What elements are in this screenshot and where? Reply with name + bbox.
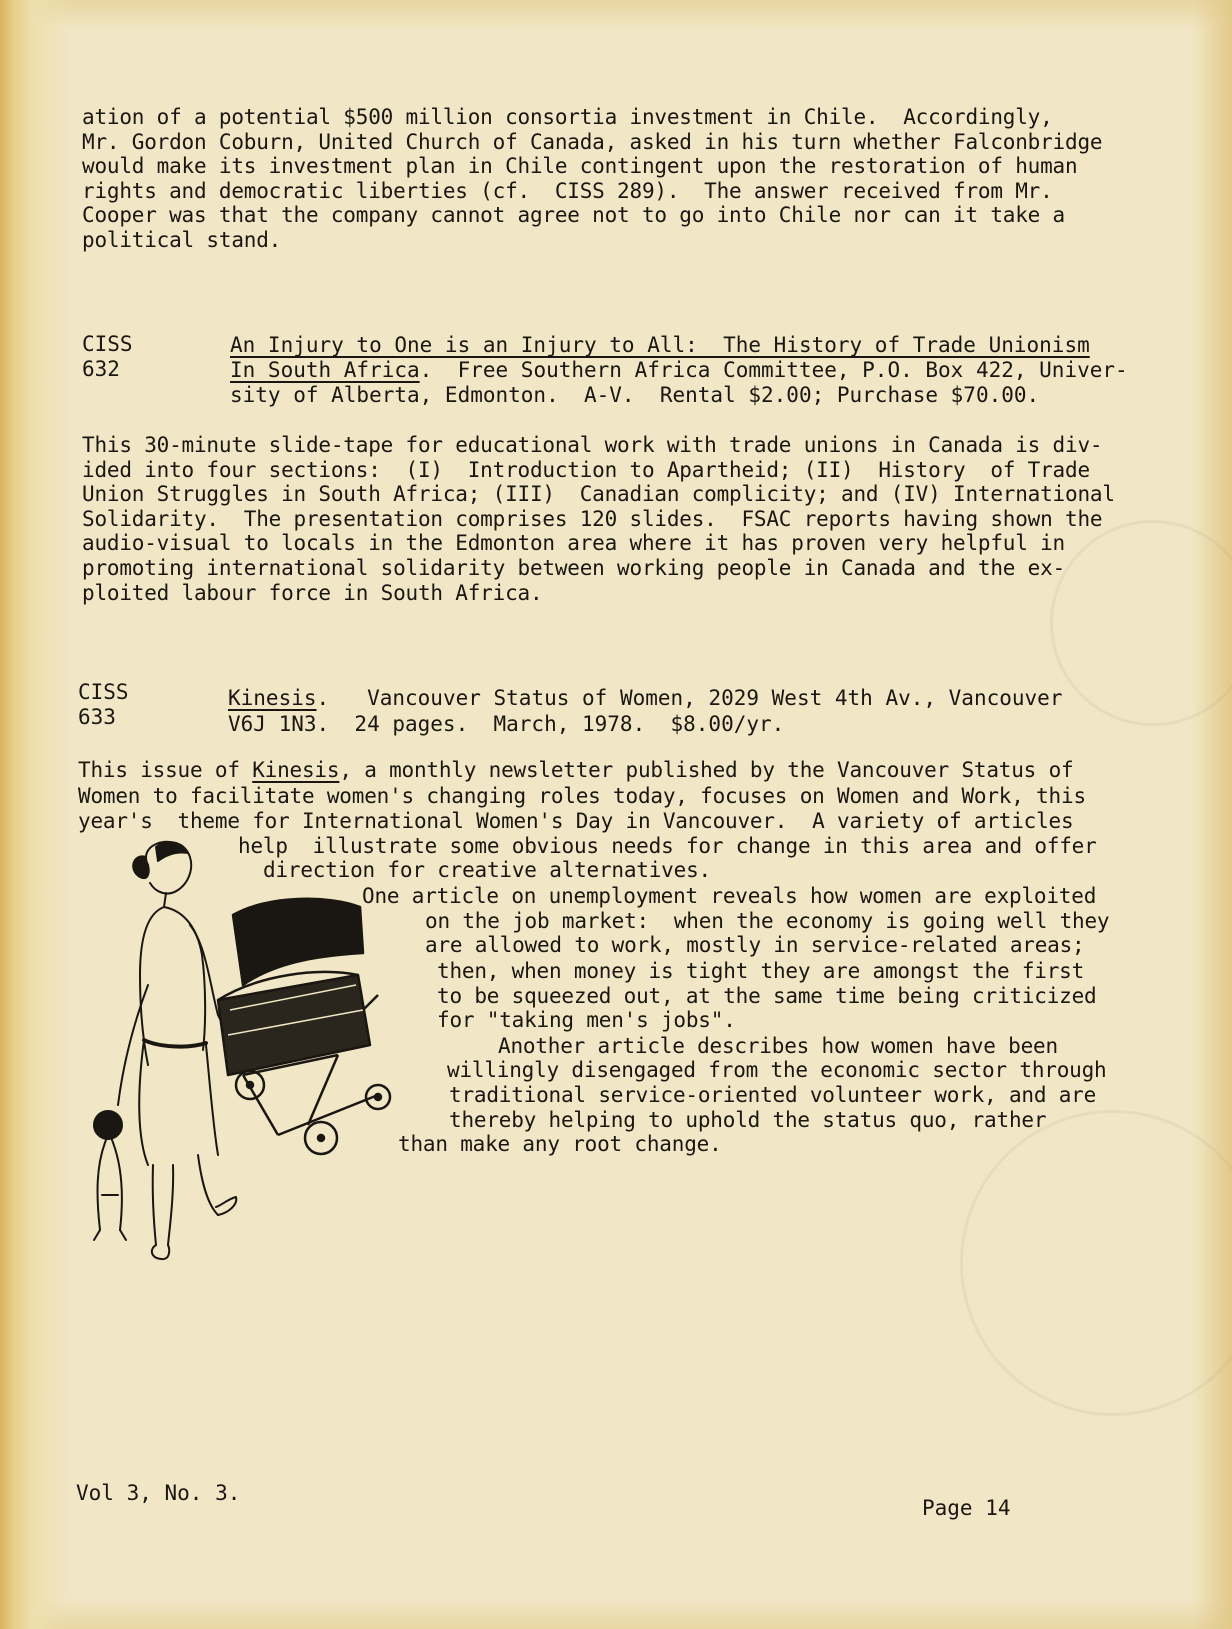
- text-line: than make any root change.: [398, 1132, 722, 1156]
- text-line: political stand.: [82, 227, 282, 252]
- publication-title: Kinesis: [252, 758, 340, 782]
- text-line: thereby helping to uphold the status quo, rather: [449, 1108, 1047, 1132]
- ciss-number: 633: [78, 705, 116, 729]
- text-line: ation of a potential $500 million consortia investment in Chile. Accordingly,: [82, 105, 1053, 129]
- text-line: direction for creative alternatives.: [263, 858, 711, 882]
- text-run: , a monthly newsletter published by the Vancouver Status of: [339, 758, 1074, 782]
- text-line: rights and democratic liberties (cf. CISS 289). The answer received from Mr.: [82, 178, 1053, 203]
- text-line: Union Struggles in South Africa; (III) Canadian complicity; and (IV) International: [82, 482, 1115, 507]
- entry-publisher: . Free Southern Africa Committee, P.O. Box 422, Univer-: [419, 358, 1128, 382]
- bleed-through-mark: [960, 1110, 1232, 1416]
- ciss-number: 632: [82, 357, 120, 381]
- intro-paragraph: [82, 105, 1122, 253]
- text-line: help illustrate some obvious needs for change in this area and offer: [238, 834, 1097, 858]
- text-line: Another article describes how women have been: [498, 1034, 1058, 1058]
- text-line: promoting international solidarity between working people in Canada and the ex-: [82, 555, 1066, 580]
- entry-citation-line: V6J 1N3. 24 pages. March, 1978. $8.00/yr.: [228, 712, 785, 736]
- entry-title-end: In South Africa: [230, 358, 420, 382]
- text-line: Cooper was that the company cannot agree not to go into Chile nor can it take a: [82, 203, 1066, 228]
- text-line: One article on unemployment reveals how women are exploited: [362, 884, 1097, 908]
- entry-632-description: [82, 433, 1122, 605]
- text-line: This 30-minute slide-tape for educational work with trade unions in Canada is div-: [82, 433, 1103, 457]
- text-line: Women to facilitate women's changing roles today, focuses on Women and Work, this: [78, 784, 1086, 808]
- text-line: ided into four sections: (I) Introduction to Apartheid; (II) History of Trade: [82, 457, 1090, 482]
- page-number: Page 14: [922, 1496, 1011, 1520]
- text-run: This issue of: [78, 758, 253, 782]
- text-line: are allowed to work, mostly in service-related areas;: [425, 933, 1085, 957]
- entry-citation-line: sity of Alberta, Edmonton. A-V. Rental $2.00; Purchase $70.00.: [230, 383, 1040, 407]
- text-line: willingly disengaged from the economic sector through: [447, 1058, 1107, 1082]
- ciss-label: CISS: [78, 680, 129, 704]
- volume-number: Vol 3, No. 3.: [76, 1481, 241, 1505]
- text-line: then, when money is tight they are amongst the first: [437, 959, 1085, 983]
- text-line: Solidarity. The presentation comprises 120 slides. FSAC reports having shown the: [82, 506, 1103, 531]
- woman-with-pram-illustration: [78, 835, 408, 1300]
- entry-publisher: . Vancouver Status of Women, 2029 West 4th Av., Vancouver: [316, 686, 1063, 710]
- entry-citation-line: [228, 686, 1062, 711]
- entry-citation-line: [230, 358, 1128, 383]
- ciss-label: CISS: [82, 332, 133, 356]
- text-line: on the job market: when the economy is going well they: [425, 909, 1110, 933]
- text-line: [78, 758, 1073, 783]
- text-line: traditional service-oriented volunteer work, and are: [449, 1083, 1097, 1107]
- text-line: audio-visual to locals in the Edmonton area where it has proven very helpful in: [82, 531, 1066, 556]
- text-line: ploited labour force in South Africa.: [82, 580, 543, 605]
- text-line: for "taking men's jobs".: [437, 1008, 736, 1032]
- text-line: to be squeezed out, at the same time being criticized: [437, 984, 1097, 1008]
- text-line: would make its investment plan in Chile contingent upon the restoration of human: [82, 154, 1078, 179]
- text-line: year's theme for International Women's Day in Vancouver. A variety of articles: [78, 809, 1074, 833]
- entry-title: An Injury to One is an Injury to All: The History of Trade Unionism: [230, 333, 1090, 357]
- text-line: Mr. Gordon Coburn, United Church of Canada, asked in his turn whether Falconbridge: [82, 129, 1103, 154]
- entry-title: Kinesis: [228, 686, 317, 710]
